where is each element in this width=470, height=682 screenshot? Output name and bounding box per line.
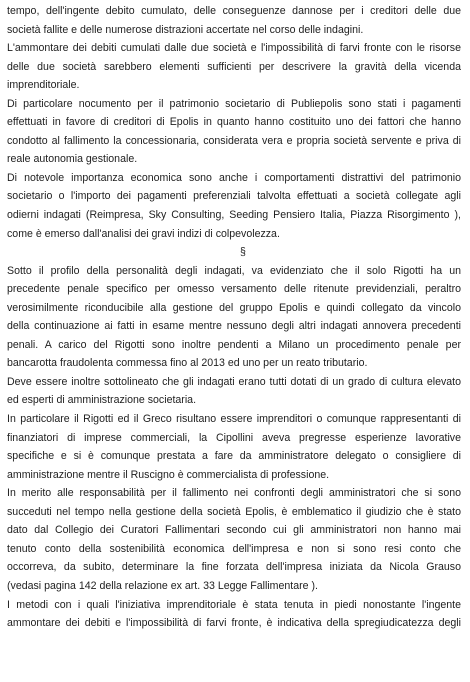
text-line: succeduti nel tempo nella gestione della società Epolis, è emblematico il giudizio che è stato [7, 505, 461, 518]
text-line: come è emerso dall'analisi dei gravi indizi di colpevolezza. [7, 227, 280, 240]
text-line: I metodi con i quali l'iniziativa imprenditoriale è stata tenuta in piedi nonostante l'ingente [7, 598, 461, 611]
paragraph [7, 95, 461, 169]
text-line: odierni indagati (Reimpresa, Sky Consulting, Seeding Pensiero Italia, Piazza Risorgimento ), [7, 209, 461, 222]
document-page [7, 2, 461, 682]
text-line: tenuto conto della sostenibilità economica dell'impresa e non si sono resi conto che [7, 542, 461, 555]
text-line: finanziatori di imprese commerciali, la Cipollini aveva pregresse esperienze lavorative [7, 431, 461, 444]
text-line: Sotto il profilo della personalità degli indagati, va evidenziato che il solo Rigotti ha un [7, 264, 461, 277]
paragraph [7, 596, 461, 633]
text-line: imprenditoriale. [7, 79, 80, 92]
text-line: L'ammontare dei debiti cumulati dalle due società e l'impossibilità di farvi fronte con le risorse [7, 42, 461, 55]
section-divider [7, 243, 461, 262]
text-line: amministrazione mentre il Ruscigno è commercialista di professione. [7, 468, 330, 481]
text-line: Di particolare nocumento per il patrimonio societario di Publiepolis sono stati i pagamenti [7, 97, 461, 110]
paragraph [7, 169, 461, 243]
text-line: condotto al fallimento la concessionaria, considerata vera e propria società servente e priva di [7, 134, 461, 147]
text-line: penali. A carico del Rigotti sono inoltre pendenti a Milano un procedimento penale per [7, 338, 461, 351]
text-line: ammontare dei debiti e l'impossibilità di farvi fronte, è indicativa della spregiudicatezza degli [7, 617, 461, 630]
text-line: ed esperti di amministrazione societaria. [7, 394, 197, 407]
text-line: occorreva, da subito, determinare la fine forzata dell'impresa iniziata da Nicola Grauso [7, 561, 461, 574]
text-line: della continuazione ai fatti in esame mentre nessuno degli altri indagati annovera precedenti [7, 320, 461, 333]
text-line: reale autonomia gestionale. [7, 153, 138, 166]
paragraph [7, 262, 461, 373]
text-line: bancarotta fraudolenta commessa fino al 2013 ed uno per un reato tributario. [7, 357, 368, 370]
text-line: Di notevole importanza economica sono anche i comportamenti distrattivi del patrimonio [7, 171, 461, 184]
paragraph [7, 484, 461, 595]
text-line: Deve essere inoltre sottolineato che gli indagati erano tutti dotati di un grado di cultura elevato [7, 375, 461, 388]
paragraph [7, 39, 461, 95]
text-line: In merito alle responsabilità per il fallimento nei confronti degli amministratori che si sono [7, 487, 461, 500]
paragraph [7, 2, 461, 39]
text-line: società fallite e delle numerose distrazioni accertate nel corso delle indagini. [7, 23, 364, 36]
text-line: delle due società sarebbero elementi sufficienti per descrivere la gravità della vicenda [7, 60, 461, 73]
text-line: verosimilmente riconducibile alla gestione del gruppo Epolis e quindi collegato da vincolo [7, 301, 461, 314]
section-mark: § [240, 246, 246, 259]
text-line: tempo, dell'ingente debito cumulato, delle conseguenze dannose per i creditori delle due [7, 5, 461, 17]
paragraph [7, 373, 461, 410]
text-line: specifiche e si è comunque prestata a fare da amministratore delegato o consigliere di [7, 450, 461, 463]
text-line: (vedasi pagina 142 della relazione ex art. 33 Legge Fallimentare ). [7, 579, 318, 592]
text-line: precedente penale specifico per omesso versamento delle ritenute previdenziali, peraltro [7, 283, 461, 296]
paragraph [7, 410, 461, 484]
text-line: effettuati in favore di creditori di Epolis in quanto hanno costituito uno dei fattori che hanno [7, 116, 461, 129]
text-line: dato dal Collegio dei Curatori Fallimentari secondo cui gli amministratori non hanno mai [7, 524, 461, 537]
text-line: societario o l'importo dei pagamenti preferenziali talvolta effettuati a società collegate agli [7, 190, 461, 203]
text-line: In particolare il Rigotti ed il Greco risultano essere imprenditori o comunque rappresentanti di [7, 413, 461, 426]
